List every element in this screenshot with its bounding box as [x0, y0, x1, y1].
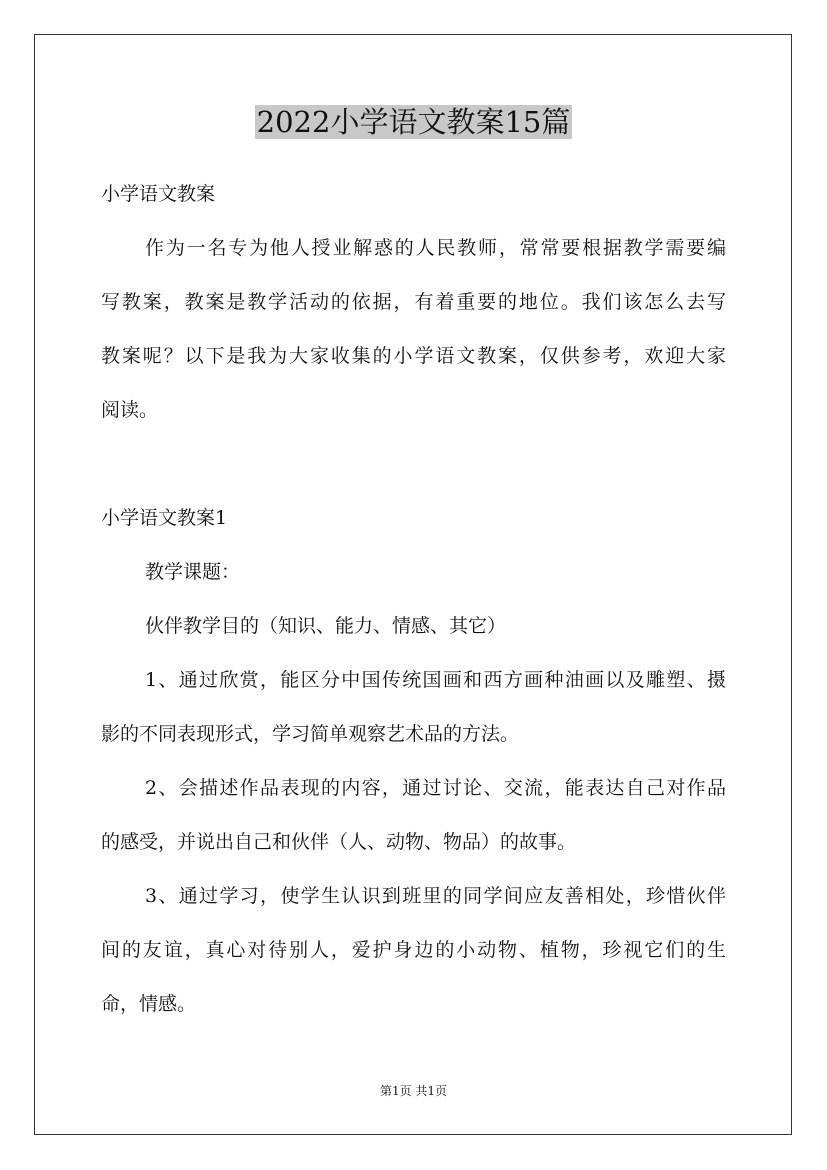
objective-3-line-3: 命，情感。 — [101, 993, 197, 1015]
intro-paragraph-line-3: 教案呢？以下是我为大家收集的小学语文教案，仅供参考，欢迎大家 — [101, 345, 726, 367]
lesson-objectives-heading: 伙伴教学目的（知识、能力、情感、其它） — [145, 615, 507, 637]
objective-1-line-1: 1、通过欣赏，能区分中国传统国画和西方画种油画以及雕塑、摄 — [145, 669, 726, 691]
document-title: 2022小学语文教案15篇 — [256, 105, 571, 139]
intro-paragraph-line-1: 作为一名专为他人授业解惑的人民教师，常常要根据教学需要编 — [145, 237, 726, 259]
section-heading-lesson-1: 小学语文教案1 — [101, 507, 228, 529]
intro-paragraph-line-2: 写教案，教案是教学活动的依据，有着重要的地位。我们该怎么去写 — [101, 291, 726, 313]
section-heading-intro: 小学语文教案 — [101, 183, 216, 205]
objective-3-line-2: 间的友谊，真心对待别人，爱护身边的小动物、植物，珍视它们的生 — [101, 939, 726, 961]
objective-3-line-1: 3、通过学习，使学生认识到班里的同学间应友善相处，珍惜伙伴 — [145, 885, 726, 907]
objective-1-line-2: 影的不同表现形式，学习简单观察艺术品的方法。 — [101, 723, 520, 745]
objective-2-line-2: 的感受，并说出自己和伙伴（人、动物、物品）的故事。 — [101, 831, 577, 853]
intro-paragraph-line-4: 阅读。 — [101, 399, 159, 421]
objective-2-line-1: 2、会描述作品表现的内容，通过讨论、交流，能表达自己对作品 — [145, 777, 726, 799]
lesson-topic: 教学课题： — [145, 561, 241, 583]
page-footer: 第1页 共1页 — [379, 1084, 448, 1098]
